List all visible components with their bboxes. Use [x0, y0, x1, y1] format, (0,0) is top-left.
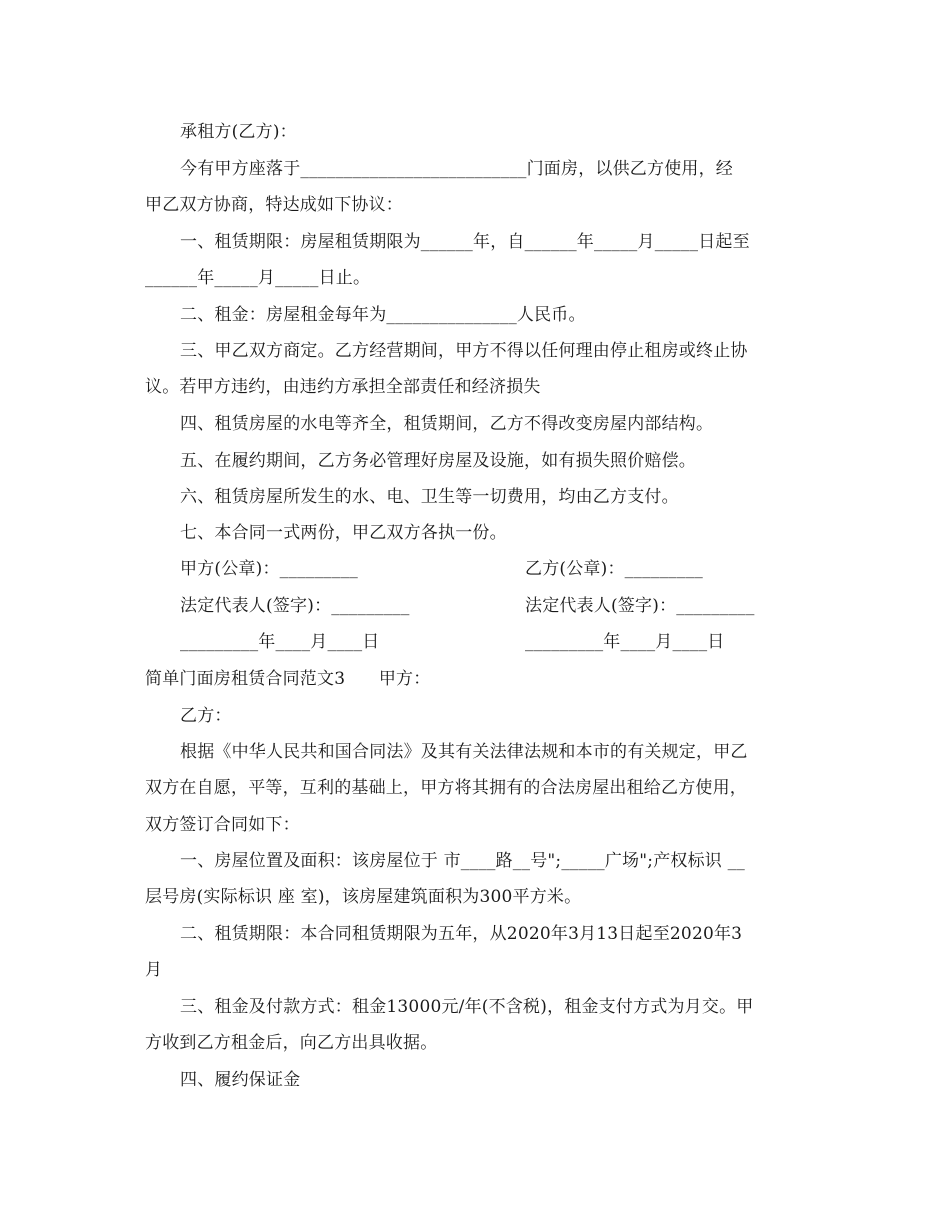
party-b-date: _________年____月____日	[525, 632, 725, 652]
clause-1-cont: ______年_____月_____日止。	[145, 268, 371, 288]
article-3: 三、租金及付款方式：租金13000元/年(不含税)，租金支付方式为月交。甲	[180, 997, 754, 1017]
article-1: 一、房屋位置及面积：该房屋位于 市____路__号";_____广场";产权标识 __	[180, 851, 746, 871]
preamble: 根据《中华人民共和国合同法》及其有关法律法规和本市的有关规定，甲乙	[180, 742, 748, 762]
paragraph-intro-cont: 甲乙双方协商，特达成如下协议：	[145, 195, 403, 215]
preamble-cont-1: 双方在自愿，平等，互利的基础上，甲方将其拥有的合法房屋出租给乙方使用，	[145, 778, 747, 798]
paragraph-intro: 今有甲方座落于__________________________门面房，以供乙方使用，经	[180, 159, 733, 179]
article-2: 二、租赁期限：本合同租赁期限为五年，从2020年3月13日起至2020年3	[180, 924, 743, 944]
section-title: 简单门面房租赁合同范文3 甲方：	[145, 669, 431, 689]
party-b-seal: 乙方(公章)：_________	[525, 559, 703, 579]
article-2-cont: 月	[145, 960, 163, 980]
clause-4: 四、租赁房屋的水电等齐全，租赁期间，乙方不得改变房屋内部结构。	[180, 414, 714, 434]
article-4: 四、履约保证金	[180, 1070, 301, 1090]
clause-5: 五、在履约期间，乙方务必管理好房屋及设施，如有损失照价赔偿。	[180, 451, 696, 471]
clause-7: 七、本合同一式两份，甲乙双方各执一份。	[180, 523, 507, 543]
party-a-seal: 甲方(公章)：_________	[180, 559, 358, 579]
lessee-label: 承租方(乙方)：	[180, 122, 297, 142]
party-b-representative: 法定代表人(签字)：_________	[525, 596, 755, 616]
clause-3: 三、甲乙双方商定。乙方经营期间，甲方不得以任何理由停止租房或终止协	[180, 341, 748, 361]
article-3-cont: 方收到乙方租金后，向乙方出具收据。	[145, 1033, 438, 1053]
clause-3-cont: 议。若甲方违约，由违约方承担全部责任和经济损失	[145, 377, 541, 397]
preamble-cont-2: 双方签订合同如下：	[145, 815, 300, 835]
clause-1: 一、租赁期限：房屋租赁期限为______年，自______年_____月_____日起至	[180, 232, 750, 252]
clause-2: 二、租金：房屋租金每年为_______________人民币。	[180, 305, 586, 325]
article-1-cont: 层号房(实际标识 座 室)，该房屋建筑面积为300平方米。	[145, 887, 582, 907]
clause-6: 六、租赁房屋所发生的水、电、卫生等一切费用，均由乙方支付。	[180, 487, 679, 507]
party-a-representative: 法定代表人(签字)：_________	[180, 596, 410, 616]
party-b-label: 乙方：	[180, 706, 232, 726]
party-a-date: _________年____月____日	[180, 632, 380, 652]
